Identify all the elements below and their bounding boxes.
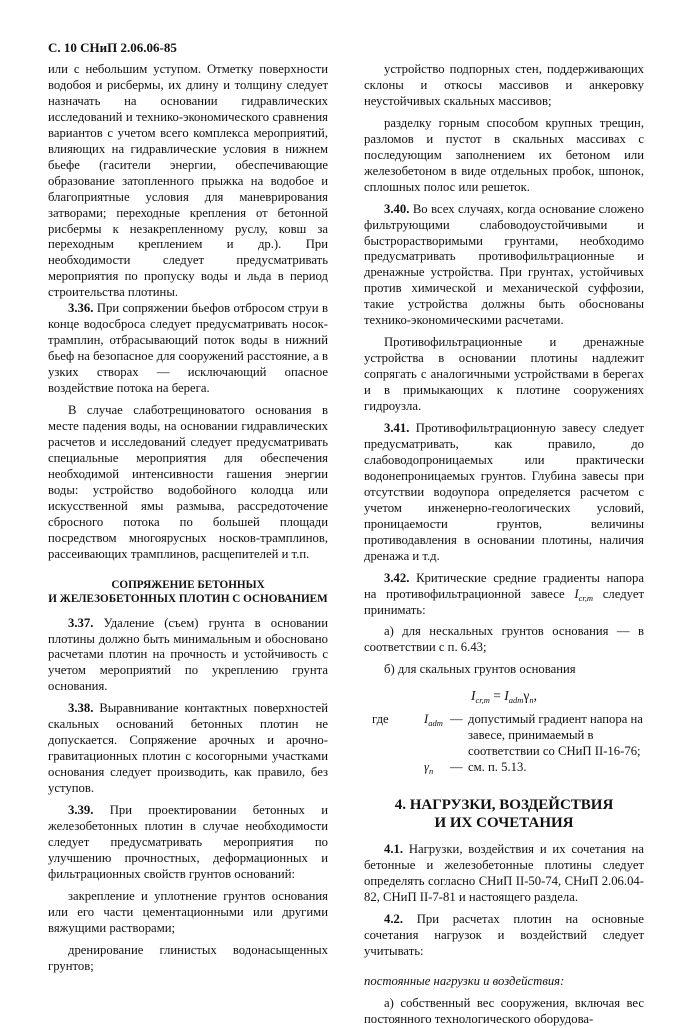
clause-text: Удаление (съем) грунта в основании плотины должно быть минимальным и обосновано расчетами плотин на прочность и устойчивость с учетом мероприятий по укреплению грунта основания. — [48, 615, 328, 694]
clause-text: Нагрузки, воздействия и их сочетания на бетонные и железобетонные плотины следует определять согласно СНиП II-50-74, СНиП 2.06.04-82, СНиП II-7-81 и настоящего раздела. — [364, 842, 644, 904]
section-4-title — [364, 796, 644, 832]
clause-number: 4.2. — [384, 911, 404, 926]
clause-text: Критические средние градиенты напора на противофильтрационной завесе — [364, 570, 644, 601]
list-item-crack-treatment: разделку горным способом крупных трещин, разломов и пустот в скальных массивах с последующим заполнением их бетоном или железобетоном в виде отдельных пробок, шпонок, сплошных полос или решеток. — [364, 115, 644, 194]
symbol-subscript: adm — [428, 718, 443, 729]
paragraph-4-1 — [364, 842, 644, 906]
paragraph-3-42 — [364, 571, 644, 619]
paragraph-continuation: или с небольшим уступом. Отметку поверхности водобоя и рисбермы, их длину и толщину следует назначать на основании гидравлических исследований и технико-экономического сравнения вариантов с учетом всего комплекса мероприятий, влияющих на гидравлические условия в нижнем бьефе (гасители энергии, обеспечивающие образование затопленного прыжка на водобое и благоприятные условия для маневрирования затворами; переходные крепления от бетонной рисбермы к незакрепленному руслу, ковш за переходным креплением и др.). При необходимости следует предусматривать мероприятия по пропуску воды и льда в период строительства плотины. — [48, 62, 328, 300]
symbol-subscript: n — [429, 766, 434, 777]
permanent-loads-heading: постоянные нагрузки и воздействия: — [364, 973, 565, 988]
section-title-line: И ИХ СОЧЕТАНИЯ — [434, 815, 574, 832]
formula-rhs-subscript: adm — [508, 695, 524, 706]
symbol-gamma: γ — [424, 760, 429, 775]
clause-number: 3.39. — [68, 803, 94, 818]
paragraph-3-36-b: В случае слаботрещиноватого основания в месте падения воды, на основании гидравлических расчетов и исследований следует предусматривать специальные мероприятия для обеспечения необходимой интенсивности гашения энергии воды: устройство водобойного колодца или искусственной ямы размыва, рассредоточение сбросного потока по большей площади посредством многоярусных носков-трамплинов, рассеивающих трамплинов, расщепителей и т.п. — [48, 403, 328, 561]
formula-comma: , — [533, 688, 537, 704]
paragraph-3-39 — [48, 803, 328, 883]
clause-text: Во всех случаях, когда основание сложено фильтрующими слабоводоустойчивыми и быстрорастворимыми грунтами, необходимо предусматривать противофильтрационные и дренажные устройства. При грунтах, устойчивых против химической и механической суффозии, такие устройства должны быть обоснованы технико-экономическими расчетами. — [364, 201, 644, 328]
section-title-interface — [48, 578, 328, 606]
formula-lhs: I — [470, 688, 476, 704]
section-title-line: СОПРЯЖЕНИЕ БЕТОННЫХ — [111, 578, 265, 591]
symbol-subscript: cr,m — [578, 592, 594, 603]
formula-equals: = — [489, 688, 505, 704]
definition-symbol — [424, 760, 450, 776]
where-label: где — [372, 712, 389, 727]
section-title-line: И ЖЕЛЕЗОБЕТОННЫХ ПЛОТИН С ОСНОВАНИЕМ — [48, 592, 328, 605]
list-item-consolidation: закрепление и уплотнение грунтов основания или его части цементационными или другими вяжущими растворами; — [48, 888, 328, 935]
clause-text: При расчетах плотин на основные сочетания нагрузок и воздействий следует учитывать: — [364, 911, 644, 958]
clause-text: При проектировании бетонных и железобетонных плотин в случае необходимости следует предусматривать мероприятия по улучшению прочностных, деформационных и фильтрационных свойств грунтов оснований: — [48, 803, 328, 881]
paragraph-4-2 — [364, 912, 644, 960]
paragraph-3-40-b: Противофильтрационные и дренажные устройства в основании плотины надлежит сопрягать с аналогичными устройствами в берегах и в примыкающих к плотине сооружениях гидроузла. — [364, 335, 644, 414]
paragraph-3-36 — [48, 301, 328, 397]
clause-text: Выравнивание контактных поверхностей скальных оснований бетонных плотин не допускается. Сопряжение арочных и арочно-гравитационных плотин с косогорными участками основания следует производить, как правило, без уступов. — [48, 701, 328, 796]
clause-text: При сопряжении бьефов отбросом струи в конце водосброса следует предусматривать носок-трамплин, отбрасывающий поток воды в нижний бьеф на безопасное для сооружений расстояние, а в узких створах — исключающий опасное воздействие потока на берега. — [48, 301, 328, 396]
right-column — [364, 62, 644, 1028]
clause-number: 3.40. — [384, 201, 410, 216]
list-item-drainage: дренирование глинистых водонасыщенных грунтов; — [48, 942, 328, 973]
formula-lhs-subscript: cr,m — [475, 695, 490, 706]
definition-row — [364, 760, 644, 776]
formula-definitions — [364, 712, 644, 776]
list-item-retaining-walls: устройство подпорных стен, поддерживающих склоны и откосы массивов и анкеровку неустойчивых скальных массивов; — [364, 62, 644, 108]
definition-dash: — — [450, 760, 463, 775]
clause-number: 3.38. — [68, 701, 94, 716]
clause-number: 3.36. — [68, 301, 94, 316]
left-column — [48, 62, 328, 975]
clause-text: следует принимать: — [364, 586, 644, 617]
formula-critical-gradient — [364, 688, 644, 704]
clause-number: 4.1. — [384, 842, 404, 857]
clause-text: Противофильтрационную завесу следует предусматривать, как правило, до слабоводопроницаемых или практически водонепроницаемых грунтов. Глубина завесы при отсутствии водоупора определяется расчетом с учетом инженерно-геологических условий, проницаемости грунтов, величины противодавления в основании плотины, наличия дренажа и т.д. — [364, 421, 644, 563]
formula-rhs: I — [504, 688, 509, 704]
formula-gamma-subscript: n — [529, 695, 534, 706]
paragraph-3-40 — [364, 202, 644, 330]
definition-text: допустимый градиент напора на завесе, принимаемый в соответствии со СНиП II-16-76; — [468, 712, 643, 759]
definition-text: см. п. 5.13. — [468, 760, 527, 775]
clause-number: 3.41. — [384, 421, 410, 436]
definition-dash: — — [450, 712, 463, 727]
list-item-self-weight: а) собственный вес сооружения, включая вес постоянного технологического оборудова- — [364, 995, 644, 1026]
page-header: С. 10 СНиП 2.06.06-85 — [48, 40, 177, 55]
symbol-i: I — [574, 586, 579, 601]
symbol-i: I — [424, 712, 429, 727]
paragraph-3-41 — [364, 421, 644, 565]
definition-symbol — [424, 712, 450, 728]
clause-number: 3.37. — [68, 615, 94, 630]
definition-row — [364, 712, 644, 760]
list-item-rock: б) для скальных грунтов основания — [384, 662, 576, 677]
list-item-nonrock: а) для нескальных грунтов основания — в соответствии с п. 6.43; — [364, 624, 644, 655]
paragraph-3-37 — [48, 616, 328, 696]
formula-gamma: γ — [523, 688, 530, 704]
clause-number: 3.42. — [384, 570, 410, 585]
paragraph-3-38 — [48, 701, 328, 797]
section-title-line: 4. НАГРУЗКИ, ВОЗДЕЙСТВИЯ — [394, 797, 614, 814]
